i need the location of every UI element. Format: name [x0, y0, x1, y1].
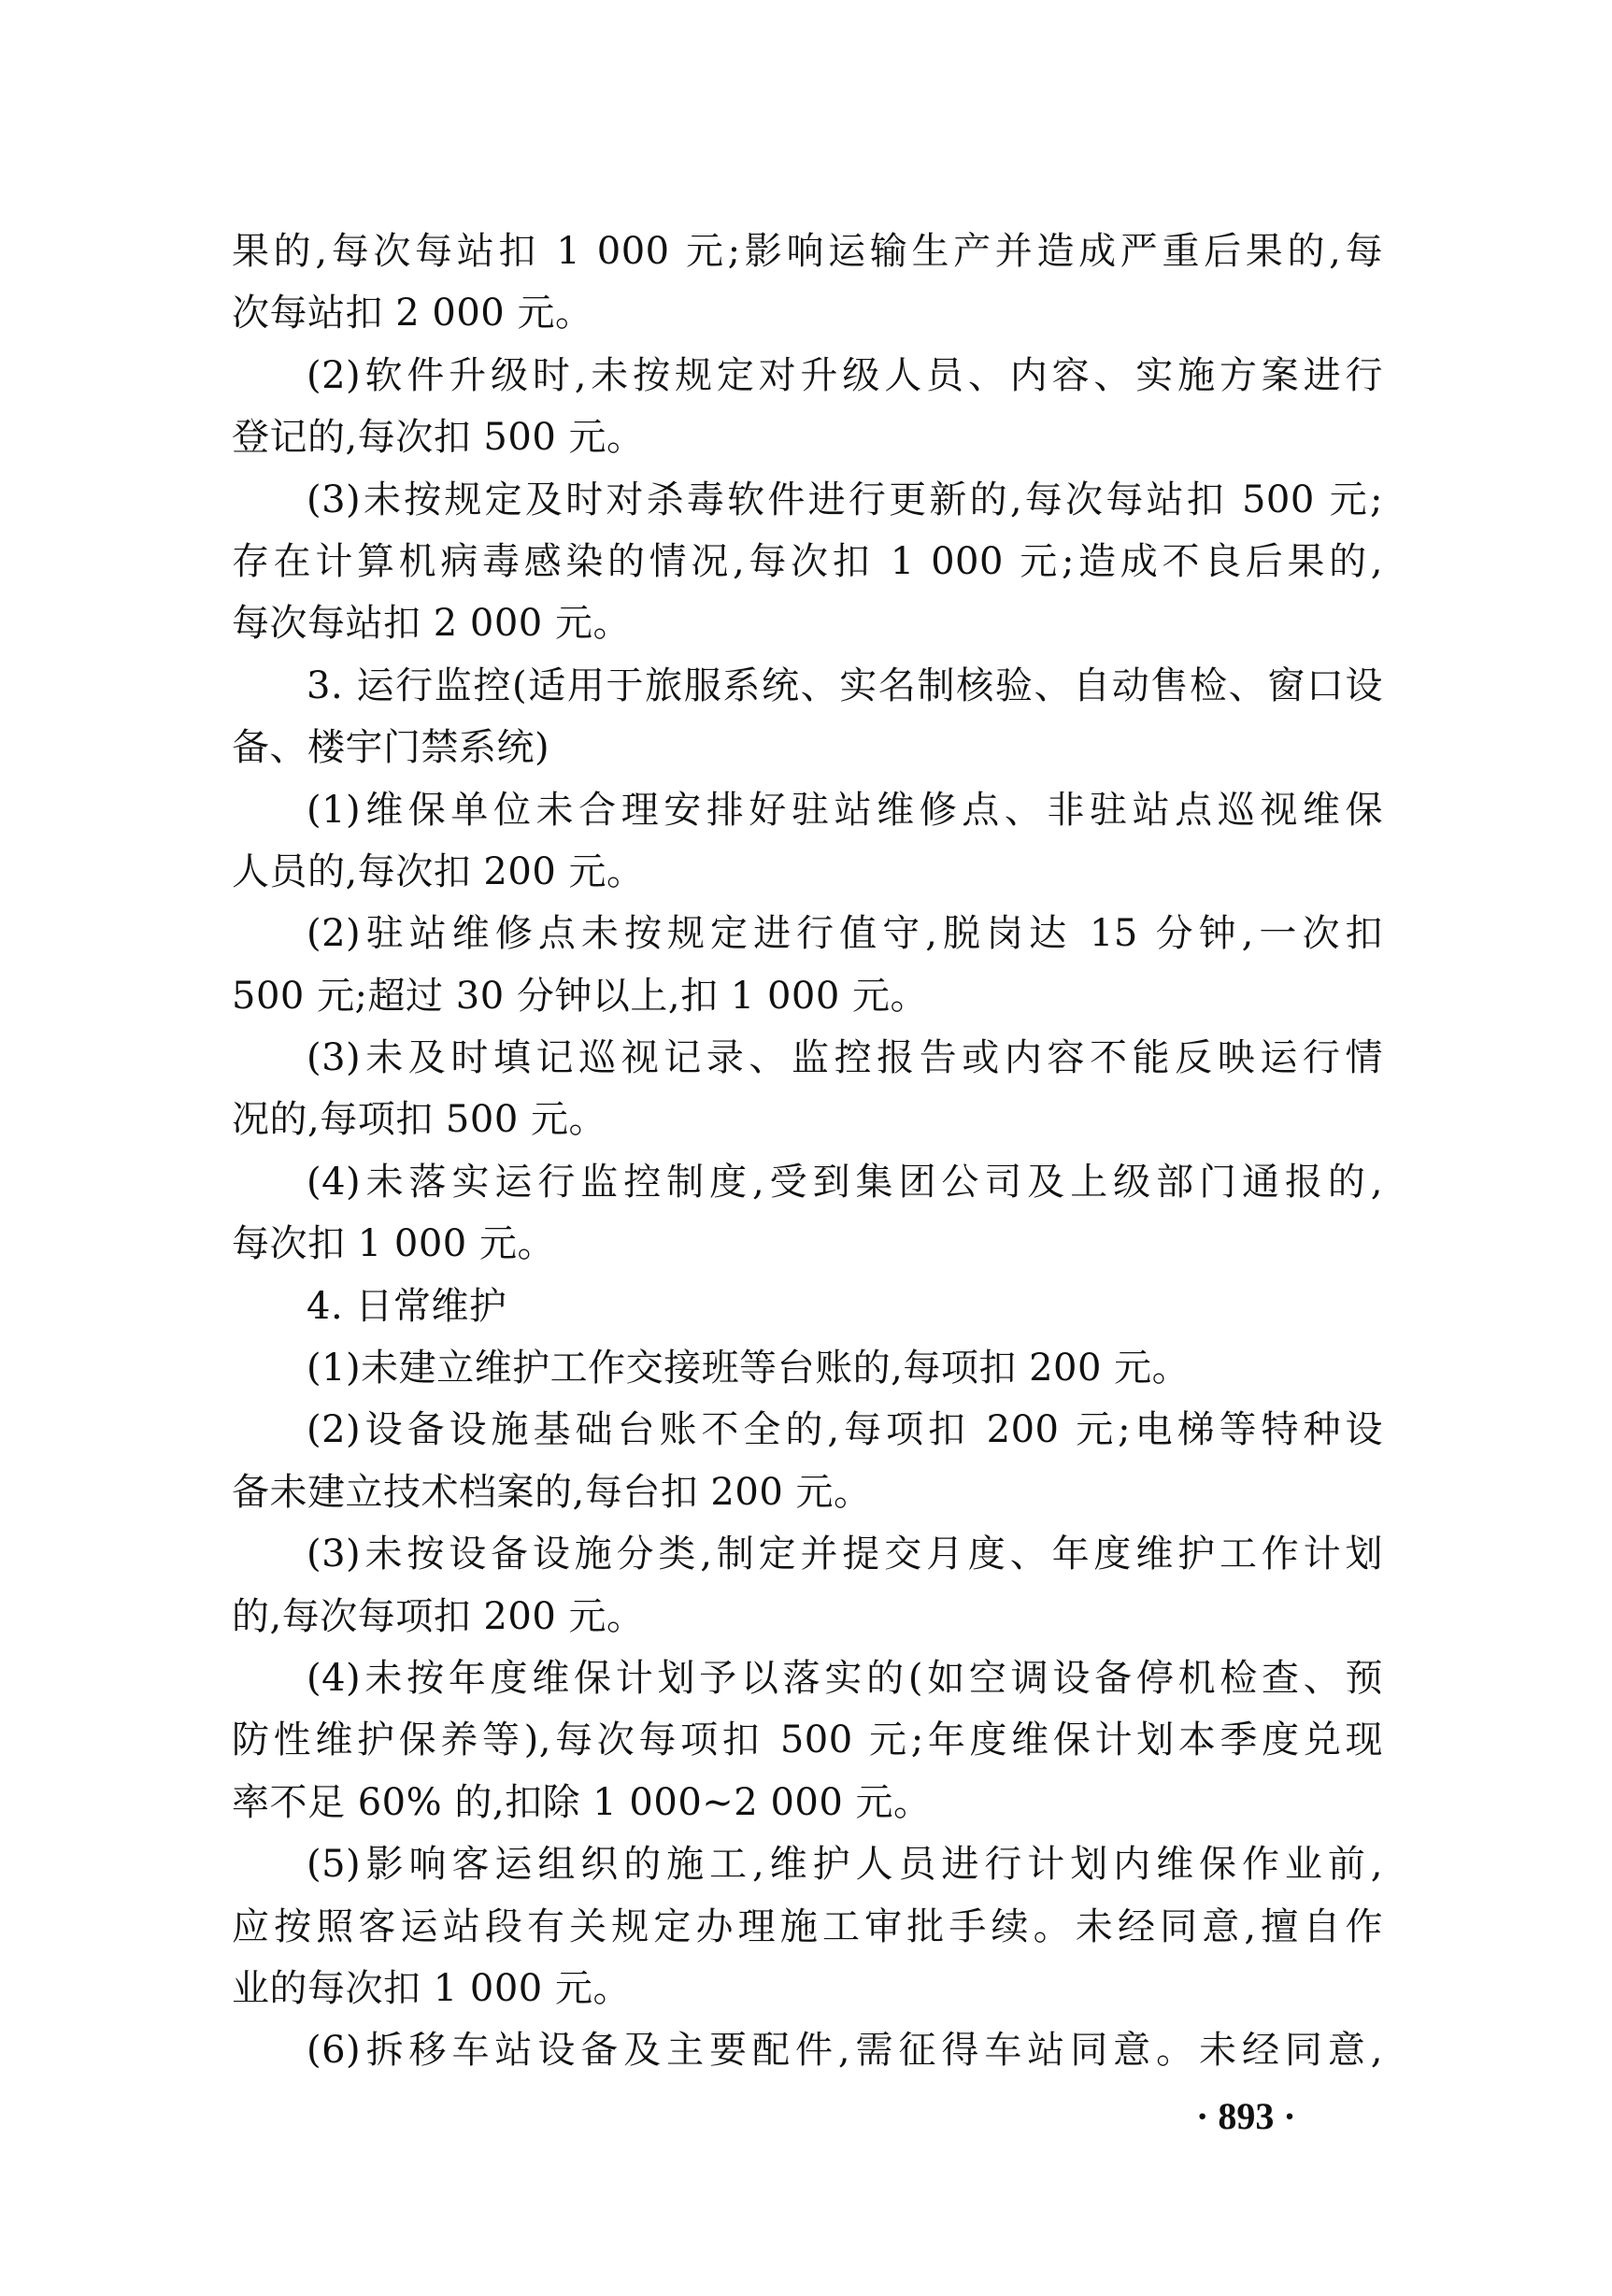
- text-line: 人员的,每次扣 200 元。: [232, 849, 645, 893]
- text-line: 的,每次每项扣 200 元。: [232, 1594, 645, 1638]
- text-line: 果的,每次每站扣 1 000 元;影响运输生产并造成严重后果的,每: [232, 230, 1383, 273]
- text-line: (4)未落实运行监控制度,受到集团公司及上级部门通报的,: [307, 1160, 1383, 1204]
- text-line: (1)未建立维护工作交接班等台账的,每项扣 200 元。: [307, 1347, 1191, 1390]
- text-line: 每次每站扣 2 000 元。: [232, 602, 631, 646]
- page-number: · 893 ·: [1196, 2095, 1296, 2137]
- text-line: (3)未按设备设施分类,制定并提交月度、年度维护工作计划: [307, 1533, 1383, 1576]
- text-line: 登记的,每次扣 500 元。: [232, 416, 645, 460]
- page-body: [232, 221, 1383, 2082]
- text-line: 业的每次扣 1 000 元。: [232, 1966, 631, 2010]
- text-line: 防性维护保养等),每次每项扣 500 元;年度维保计划本季度兑现: [232, 1718, 1383, 1762]
- text-line: (2)软件升级时,未按规定对升级人员、内容、实施方案进行: [307, 353, 1383, 397]
- text-line: (1)维保单位未合理安排好驻站维修点、非驻站点巡视维保: [307, 788, 1383, 832]
- text-line: 次每站扣 2 000 元。: [232, 292, 593, 335]
- text-line: 每次扣 1 000 元。: [232, 1222, 555, 1266]
- text-line: 率不足 60% 的,扣除 1 000~2 000 元。: [232, 1780, 932, 1824]
- text-line: (3)未及时填记巡视记录、监控报告或内容不能反映运行情: [307, 1036, 1383, 1080]
- text-line: 应按照客运站段有关规定办理施工审批手续。未经同意,擅自作: [232, 1904, 1383, 1948]
- text-line: 备未建立技术档案的,每台扣 200 元。: [232, 1470, 872, 1514]
- text-line: (2)设备设施基础台账不全的,每项扣 200 元;电梯等特种设: [307, 1408, 1383, 1452]
- text-line: (2)驻站维修点未按规定进行值守,脱岗达 15 分钟,一次扣: [307, 912, 1383, 956]
- text-line: 4. 日常维护: [307, 1284, 507, 1328]
- text-line: 备、楼宇门禁系统): [232, 726, 550, 770]
- text-line: 500 元;超过 30 分钟以上,扣 1 000 元。: [232, 974, 929, 1018]
- text-line: (3)未按规定及时对杀毒软件进行更新的,每次每站扣 500 元;: [307, 478, 1383, 521]
- text-line: 3. 运行监控(适用于旅服系统、实名制核验、自动售检、窗口设: [307, 663, 1383, 707]
- text-line: (5)影响客运组织的施工,维护人员进行计划内维保作业前,: [307, 1843, 1383, 1887]
- text-line: (4)未按年度维保计划予以落实的(如空调设备停机检查、预: [307, 1656, 1383, 1700]
- text-line: (6)拆移车站设备及主要配件,需征得车站同意。未经同意,: [307, 2029, 1383, 2073]
- text-line: 存在计算机病毒感染的情况,每次扣 1 000 元;造成不良后果的,: [232, 539, 1383, 583]
- text-line: 况的,每项扣 500 元。: [232, 1098, 606, 1142]
